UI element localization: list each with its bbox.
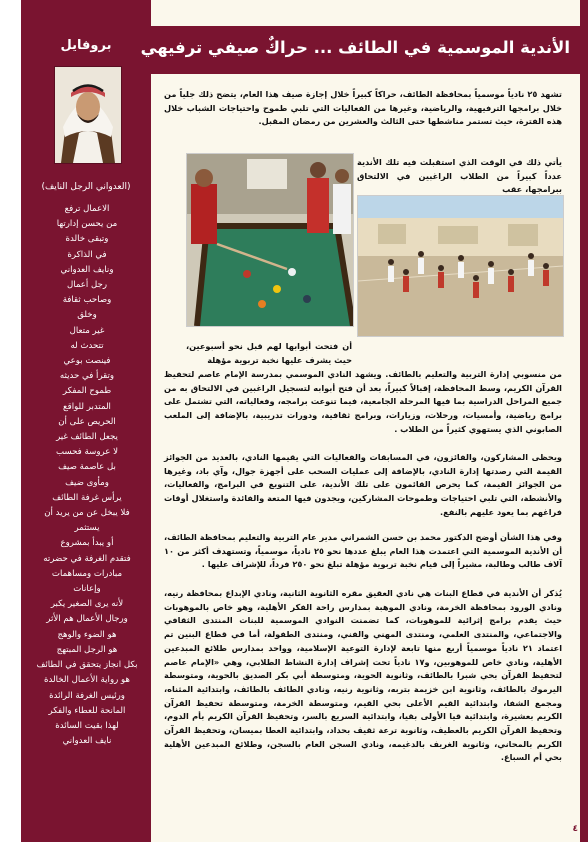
article-paragraph-3: أن فتحت أبوابها لهم قبل نحو أسبوعين، حيث يشرف عليها نخبة تربوية مؤهلة (186, 341, 352, 365)
poem-line: تتحدث له (70, 340, 104, 351)
poem-line: وتقرأ في حديثه (59, 371, 115, 382)
poem-line: المانحة للعطاء والفكر (48, 705, 126, 716)
poem-line: ورجال الأعمال هم الأثر (46, 614, 128, 625)
sidebar-caption: (العدواني الرجل النايف) (41, 182, 131, 192)
poem-line: مبادرات ومساهمات (51, 568, 123, 579)
poem-line: ومأوى ضيف (65, 477, 109, 488)
page-number: ٤ (572, 824, 578, 834)
poem-line: ونايف العدواني (60, 264, 114, 275)
poem-line: يجعل الطائف غير (56, 432, 118, 443)
article-paragraph-5: ويحظى المشاركون، والفائزون، في المسابقات والفعاليات التي يقيمها النادي، بالعديد من الجوائز القيمة التي رصدتها إدارة النادي، بالإضافة إلى عمليات السحب على أجهزة جوال، وآي باد، وغيرها من الجوائز القيمة، كما يحرص القائمون على تلك الأندية، على التنويع في البرامج، والفعاليات، والأنشطة، التي تلبي احتياجات وطموحات المشاركين، ويجدون فيها المتعة والفائدة واستغلال أوقات فراغهم بما يعود عليهم بالنفع. (164, 452, 562, 517)
poem-line: فتقدم الغرفة في حضرته (43, 553, 131, 564)
article-paragraph-7: يُذكر أن الأندية في قطاع البنات هي نادي العقيق مقره الثانوية الثانية، ونادي الإبداع بمحافظة رنيه، ونادي الورود بمحافظة الخرمة، ونادي الموهبة بمدارس راحة الفكر الأهلية، وهو خاص بالموهوبات حيث يقدم برامج إثرائية للموهوبات، كما تضمنت النوادي الموسمية للبنات المنتدى الثقافي والاجتماعي، والمنتدى العلمي، ومنتدى المهني والفني، ومنتدى الطفولة، أما في قطاع البنين تم اعتماد ٢١ نادياً موسمياً أربع منها تابعة لإدارة التوعية الإسلامية، وواحد بمدارس طلائع المبدعين الأهلية، ونادي خاص للموهوبين، و١٧ نادياً تحت إشراف إدارة النشاط الطلابي، وهي «الإمام عاصم لتحفيظ القرآن بحي شبرا بالطائف، وثانوية الحوية، ومتوسطة أبي بكر الصديق بالحوية، ومتوسطة اليرموك بالطائف، وثانوية ابن خزيمة بتربه، وثانوية رنيه، ونادي الطائف بالطائف، وابتدائية المثناه، ومجمع الشفا، وابتدائية القيم الأعلى بحي القيم، ومتوسطة الخرمة، ومتوسطة تحفيظ القرآن الكريم بعشيرة، وابتدائية قيا الأولى بقيا، وابتدائية السريع بالسر، وتحفيظ القرآن الكريم بأم الدوم، وتحفيظ القرآن الكريم بالعطيف، وثانوية ترعة ثقيف بحداد، وابتدائية العطا بميسان، وتحفيظ القرآن الكريم بالمحاني، وثانوية الغريف بالدغيمه، ونادي السجن العام بالسجن، وطلائع المبدعين الأهلية بحي أم السباع. (164, 588, 563, 763)
article-paragraph-2: يأتي ذلك في الوقت الذي استقبلت فيه تلك الأندية عدداً كبيراً من الطلاب الراغبين في الالتحاق ببرامجها، عقب (357, 157, 562, 195)
poem-line: لا عروسة فحسب (56, 447, 118, 458)
poem-line: هو الضوء والوهج (57, 629, 117, 640)
poem-line: من يحسن إدارتها (56, 219, 118, 230)
sidebar-poem (33, 202, 141, 749)
poem-line: ورئيس الغرفة الرائدة (49, 690, 125, 701)
poem-line: فينصت بوعي (63, 356, 111, 367)
billiards-image (187, 154, 353, 326)
poem-line: غير متعال (69, 325, 105, 336)
article-paragraph-4: من منسوبي إدارة التربية والتعليم بالطائف. ويشهد النادي الموسمي بمدرسة الإمام عاصم لتحفيظ القرآن الكريم، وسط المحافظة، إقبالاً كبيراً، بعد أن فتح أبوابه لتسجيل الراغبين في الالتحاق به من جميع المراحل الدراسية بما فيها المرحلة الجامعية، فيما تنوعت برامجه، وفعالياته، التي تشتمل على برامج رياضية، وأمسيات، ورحلات، وزيارات، وبرامج ثقافية، ودورات تدريبية، بالإضافة إلى الملعب الصابوني الذي يستهوي كثيراً من الطلاب . (164, 369, 562, 434)
poem-line: يرأس غرفة الطائف (52, 492, 122, 503)
poem-line: الحريص على أن (58, 416, 116, 427)
poem-line: أو يبدأ بمشروع (60, 538, 114, 549)
profile-photo (54, 66, 122, 164)
poem-line: فلا يبخل عن من يريد أن (44, 508, 130, 519)
article-paragraph-1: تشهد ٢٥ نادياً موسمياً بمحافظة الطائف، حراكاً كبيراً خلال إجازة صيف هذا العام، يتضح ذلك جلياً من خلال برامجها الترفيهية، والرياضية، وغيرها من الفعاليات التي تلبي طموح واحتياجات الشباب خلال هذه الفترة، حيث تستمر مناشطها حتى الثالث والعشرين من رمضان المقبل. (164, 89, 562, 127)
poem-line: وخلق (77, 310, 97, 321)
poem-line: طموح المفكر (62, 386, 112, 397)
profile-sidebar (21, 0, 151, 842)
article-header (140, 26, 588, 74)
poem-line: وصاحب ثقافة (62, 295, 112, 306)
poem-line: وتبقى خالدة (65, 234, 109, 245)
poem-line: لأنه يرى الصغير يكبر (50, 599, 124, 610)
poem-line: بل عاصمة صيف (58, 462, 116, 473)
right-margin-strip (580, 0, 588, 842)
left-margin (0, 0, 21, 842)
profile-photo-image (55, 67, 121, 163)
football-image (358, 196, 563, 336)
photo-football-court (357, 195, 564, 337)
poem-line: الاعمال ترفع (64, 204, 110, 214)
poem-line: رجل أعمال (66, 280, 108, 291)
poem-line: هو الرجل المبتهج (56, 644, 118, 655)
poem-line: لهذا بقيت السائدة (55, 720, 119, 731)
poem-line: وإعانات (73, 584, 101, 595)
poem-line: بكل انجاز يتحقق في الطائف (36, 660, 138, 671)
sidebar-title: بروفايل (60, 38, 112, 53)
poem-line: هو رواية الأعمال الخالدة (44, 675, 130, 686)
poem-line: في الذاكرة (67, 249, 107, 260)
poem-line: يستثمر (74, 523, 100, 534)
poem-line: نايف العدواني (62, 736, 112, 747)
photo-billiards (186, 153, 354, 327)
article-title: الأندية الموسمية في الطائف ... حراكٌ صيفي ترفيهي (140, 38, 570, 57)
article-paragraph-6: وفي هذا الشأن أوضح الدكتور محمد بن حسن الشمراني مدير عام التربية والتعليم بمحافظة الطائف، أن الأندية الموسمية التي اعتمدت هذا العام يبلغ عددها نحو ٢٥ نادياً، موسمياً، وتستهدف أكثر من ١٠ آلاف طالب وطالبة، مشيراً إلى قيام نخبة تربوية مؤهلة تبلغ نحو ٢٥٠ فرداً، للإشراف عليها . (164, 532, 563, 570)
poem-line: المتدبر للواقع (63, 401, 111, 412)
